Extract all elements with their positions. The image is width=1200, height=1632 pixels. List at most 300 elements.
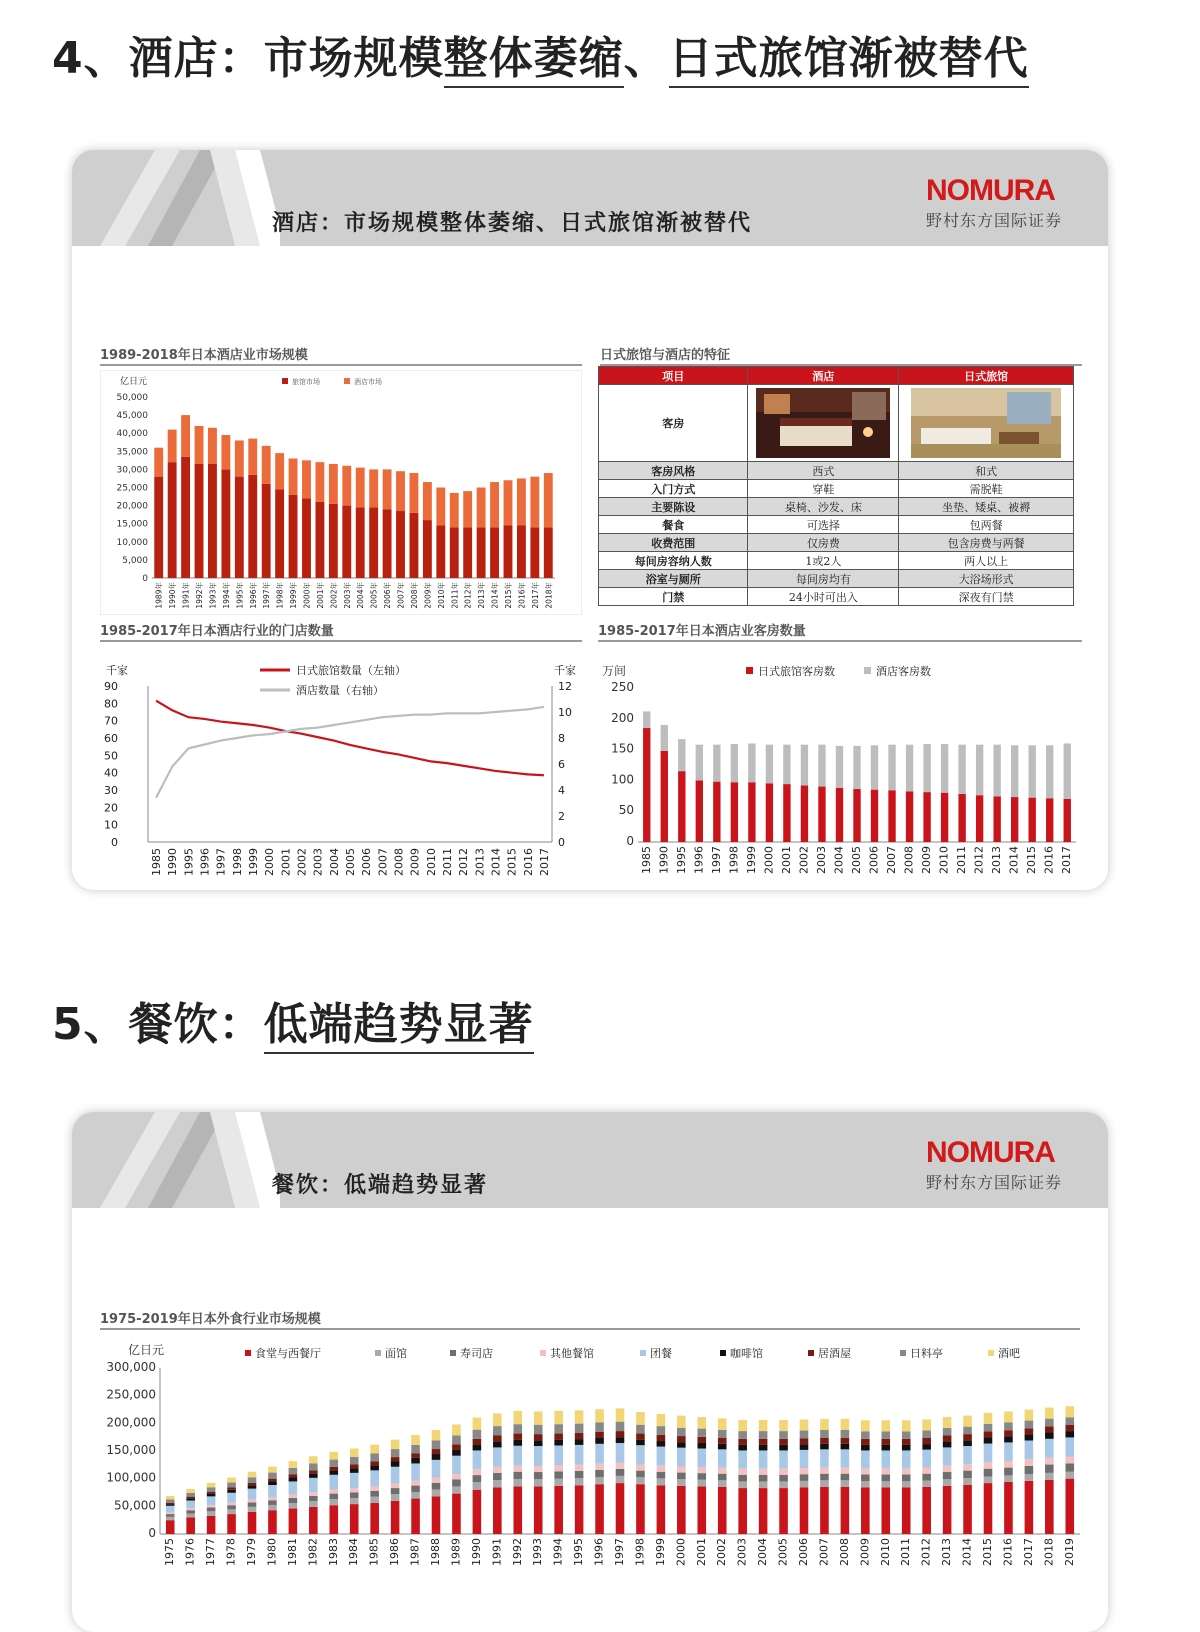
bar [329,1460,338,1467]
ryokan-room-image-icon [911,388,1061,458]
table-cell: 每间房均有 [748,570,899,588]
table-cell: 坐垫、矮桌、被褥 [899,498,1074,516]
bar [504,526,513,578]
bar [329,1470,338,1474]
bar [490,527,499,578]
legend-label: 日料亭 [910,1347,943,1360]
x-tick-label: 1990年 [168,582,178,609]
bar [221,469,230,578]
bar [779,1420,788,1431]
x-tick-label: 2004年 [356,582,366,609]
row-label: 客房风格 [599,462,748,480]
bar [718,1444,727,1450]
bar [513,1446,522,1466]
y-tick-label: 0 [142,574,148,584]
bar [534,1479,543,1486]
y-axis-label: 万间 [602,664,627,678]
bar [166,1504,175,1506]
legend-label: 团餐 [650,1347,672,1360]
bar [166,1514,175,1517]
bar [661,751,668,842]
bar [759,1445,768,1451]
bar [616,1443,625,1463]
y-axis-label-right: 千家 [554,664,576,677]
bar [534,1425,543,1434]
bar [248,475,257,578]
bar [534,1472,543,1479]
section-4-underline-2: 日式旅馆渐被替代 [669,33,1029,88]
slide-header [72,1112,1108,1208]
bar [411,1481,420,1486]
bar [943,1466,952,1472]
bar [595,1438,604,1444]
bar [289,1478,298,1482]
bar [517,526,526,578]
bar [554,1479,563,1486]
bar [595,1470,604,1477]
panel-title-stores: 1985-2017年日本酒店行业的门店数量 [100,624,334,639]
bar [227,1490,236,1493]
x-tick-label: 2012 [972,846,986,874]
y-tick-label: 100 [611,772,634,787]
x-tick-label: 2014年 [490,582,500,609]
table-cell: 深夜有门禁 [899,588,1074,606]
bar [493,1413,502,1426]
bar [861,1439,870,1445]
bar [275,453,284,489]
x-tick-label: 2000年 [302,582,312,609]
x-tick-label: 1998年 [275,582,285,609]
bar [370,1465,379,1470]
bar [820,1480,829,1487]
bar [513,1424,522,1433]
bar [411,1453,420,1458]
x-tick-label: 1998 [230,848,244,876]
bar [941,793,948,842]
y-tick-label: 50,000 [114,1498,156,1513]
bar [677,1442,686,1448]
bar [432,1483,441,1490]
bar [268,1505,277,1510]
bar [473,1444,482,1450]
legend-swatch [375,1350,381,1356]
bar [984,1444,993,1463]
legend-swatch [245,1350,251,1356]
row-label: 餐食 [599,516,748,534]
y-tick-label-left: 60 [104,732,118,745]
bar [963,1464,972,1470]
bar [329,1505,338,1534]
slide-title: 餐饮：低端趋势显著 [272,1172,489,1198]
x-tick-label: 1989 [449,1538,463,1566]
bar [1029,798,1036,842]
bar [166,1520,175,1534]
x-tick-label: 2005 [776,1538,790,1566]
bar [1065,1457,1074,1464]
bar [493,1488,502,1534]
bar [432,1430,441,1441]
bar [1004,1461,1013,1468]
bar [517,478,526,525]
x-tick-label: 1989年 [154,582,164,609]
bar [493,1436,502,1442]
bar [1011,797,1018,842]
bar [800,1474,809,1481]
bar [534,1446,543,1466]
bar [248,1477,257,1483]
bar [432,1460,441,1478]
bar [922,1444,931,1450]
x-tick-label: 2007 [376,848,390,876]
brand-block [926,176,1062,231]
bar [370,1491,379,1497]
bar [943,1486,952,1534]
x-tick-label: 2013 [473,848,487,876]
bar [902,1431,911,1438]
x-tick-label: 1992年 [195,582,205,609]
bar [616,1422,625,1431]
row-label: 入门方式 [599,480,748,498]
bar [861,1475,870,1482]
x-tick-label: 2016 [521,848,535,876]
bar [186,1489,195,1493]
x-tick-label: 2002 [715,1538,729,1566]
x-tick-label: 2016 [1001,1538,1015,1566]
bar [186,1510,195,1513]
bar [697,1443,706,1449]
bar [783,745,790,784]
bar [748,782,755,842]
bar [697,1429,706,1437]
bar [963,1416,972,1427]
bar [275,489,284,578]
table-header: 日式旅馆 [899,367,1074,385]
x-tick-label: 1998 [727,846,741,874]
bar [595,1477,604,1484]
bar [841,1480,850,1487]
bar [248,1502,257,1506]
table-cell: 包含房费与两餐 [899,534,1074,552]
x-tick-label: 1978 [224,1538,238,1566]
bar [168,462,177,578]
bar [370,1453,379,1461]
bar [779,1450,788,1468]
bar [820,1444,829,1450]
bar [207,1494,216,1497]
bar [411,1492,420,1499]
bar [677,1448,686,1467]
x-tick-label: 2007 [817,1538,831,1566]
bar [1025,1466,1034,1474]
bar [262,446,271,484]
x-tick-label: 1987 [408,1538,422,1566]
bar [636,1425,645,1434]
bar [289,1509,298,1534]
bar [268,1473,277,1479]
bar [941,744,948,793]
bar [1004,1430,1013,1436]
bar [452,1436,461,1445]
y-tick-label: 100,000 [106,1470,156,1485]
bar [513,1472,522,1479]
bar [268,1500,277,1505]
bar [554,1424,563,1433]
bar [595,1464,604,1470]
bar [1004,1411,1013,1422]
x-tick-label: 2000 [674,1538,688,1566]
hotel-room-photo [748,385,899,462]
bar [227,1493,236,1503]
bar [309,1470,318,1473]
bar [759,1450,768,1468]
legend-swatch [344,378,350,384]
bar [227,1488,236,1490]
panel-title-food: 1975-2019年日本外食行业市场规模 [100,1312,321,1327]
bar [922,1438,931,1444]
bar [350,1468,359,1473]
bar [315,502,324,578]
bar [759,1475,768,1482]
bar [963,1427,972,1434]
bar [350,1493,359,1499]
bar [1046,745,1053,798]
bar [195,464,204,578]
bar [616,1483,625,1534]
section-5-underline: 低端趋势显著 [264,999,534,1054]
bar [779,1431,788,1439]
bar [575,1424,584,1433]
y-tick-label: 200 [611,710,634,725]
x-tick-label: 2009 [858,1538,872,1566]
bar [370,1461,379,1465]
bar [657,1426,666,1435]
bar [766,783,773,842]
bar [370,1503,379,1534]
bar [432,1449,441,1454]
bar [396,511,405,578]
bar [410,473,419,513]
bar [1045,1458,1054,1465]
slide-hotel [72,150,1108,890]
bar [452,1456,461,1474]
bar [166,1499,175,1502]
x-tick-label: 2003年 [342,582,352,609]
bar [1046,798,1053,842]
bar [309,1507,318,1534]
x-tick-label: 2008年 [409,582,419,609]
brand-logo: NOMURA [925,1136,1055,1169]
bar [963,1485,972,1534]
bar [902,1481,911,1487]
bar [697,1417,706,1429]
bar [906,745,913,792]
bar [779,1475,788,1482]
y-tick-label-right: 12 [558,680,572,693]
bar [329,1467,338,1471]
bar [289,1468,298,1475]
row-label: 客房 [599,385,748,462]
bar [748,743,755,782]
bar [643,728,650,842]
bar [575,1433,584,1439]
bar [452,1424,461,1435]
bar [554,1445,563,1465]
legend-label: 酒店客房数 [876,665,931,678]
bar [268,1497,277,1500]
x-tick-label: 1985 [639,846,653,874]
bar [881,1445,890,1451]
bar [391,1488,400,1494]
legend-label: 居酒屋 [818,1347,851,1360]
bar [329,1494,338,1500]
bar [268,1485,277,1497]
bar [902,1439,911,1445]
x-tick-label: 2004 [756,1538,770,1566]
x-tick-label: 1991 [490,1538,504,1566]
bar [836,746,843,788]
bar [836,788,843,842]
bar [166,1496,175,1499]
bar [207,1516,216,1534]
x-tick-label: 1990 [469,1538,483,1566]
bar [818,745,825,787]
bar [268,1479,277,1482]
bar [342,506,351,578]
bar [554,1471,563,1478]
bar [759,1439,768,1445]
bar [477,488,486,528]
bar [871,790,878,842]
bar [922,1481,931,1487]
bar [943,1428,952,1435]
bar [383,509,392,578]
y-tick-label-right: 8 [558,732,565,745]
bar [302,498,311,578]
table-cell: 1或2人 [748,552,899,570]
slide-header [72,150,1108,246]
bar [452,1486,461,1493]
bar [534,1434,543,1440]
bar [779,1481,788,1488]
bar [800,1481,809,1488]
legend-swatch [746,667,753,674]
bar [861,1468,870,1474]
bar [154,477,163,578]
bar [369,507,378,578]
y-tick-label-left: 20 [104,801,118,815]
bar [984,1476,993,1483]
bar [984,1424,993,1431]
bar [595,1432,604,1438]
bar [575,1445,584,1465]
bar [984,1483,993,1534]
bar [248,1512,257,1534]
x-tick-label: 1994 [551,1538,565,1566]
bar [544,527,553,578]
bar [463,491,472,527]
x-tick-label: 2001 [279,848,293,876]
legend-label: 日式旅馆客房数 [758,665,835,678]
bar [530,527,539,578]
bar [1004,1482,1013,1534]
section-4-underline-1: 整体萎缩 [444,33,624,88]
bar [800,1444,809,1450]
bar [227,1503,236,1505]
bar [315,462,324,502]
table-cell: 大浴场形式 [899,570,1074,588]
bar [820,1474,829,1481]
brand-block [926,1138,1062,1193]
table-header: 酒店 [748,367,899,385]
bar [235,477,244,578]
bar [1064,799,1071,842]
table-cell: 西式 [748,462,899,480]
bar [575,1471,584,1478]
bar [575,1478,584,1485]
x-tick-label: 2003 [311,848,325,876]
bar [738,1420,747,1431]
bar [432,1489,441,1496]
bar [677,1486,686,1534]
bar [779,1445,788,1451]
bar [800,1419,809,1430]
bar [423,482,432,520]
x-tick-label: 2014 [960,1538,974,1566]
panel-rule [100,640,582,642]
x-tick-label: 2016 [1042,846,1056,874]
bar [718,1418,727,1430]
bar [902,1445,911,1451]
bar [1011,745,1018,797]
legend-swatch [540,1350,546,1356]
bar [227,1478,236,1483]
table-cell: 和式 [899,462,1074,480]
bar [984,1437,993,1443]
bar [207,1483,216,1487]
bar [820,1468,829,1474]
table-header: 项目 [599,367,748,385]
bar [391,1462,400,1467]
bar [861,1488,870,1534]
x-tick-label: 2006年 [383,582,393,609]
bar [432,1440,441,1449]
bar [713,745,720,782]
x-tick-label: 1995 [572,1538,586,1566]
bar [800,1438,809,1444]
bar [432,1478,441,1483]
x-tick-label: 2015年 [503,582,513,609]
x-tick-label: 2017 [537,848,551,876]
y-tick-label: 40,000 [116,429,148,440]
table-cell: 可选择 [748,516,899,534]
bar [902,1420,911,1431]
bar [984,1469,993,1477]
y-tick-label-right: 6 [558,758,565,771]
bar [841,1468,850,1474]
bar [473,1490,482,1534]
bar [1045,1432,1054,1438]
y-tick-label: 20,000 [116,501,148,512]
x-tick-label: 2012年 [463,582,473,609]
x-tick-label: 2011 [899,1538,913,1566]
legend-label: 食堂与西餐厅 [255,1347,321,1360]
bar [186,1508,195,1510]
x-tick-label: 2013 [940,1538,954,1566]
x-tick-label: 2013年 [477,582,487,609]
bar [186,1517,195,1534]
row-label: 每间房容纳人数 [599,552,748,570]
x-tick-label: 2000 [263,848,277,876]
